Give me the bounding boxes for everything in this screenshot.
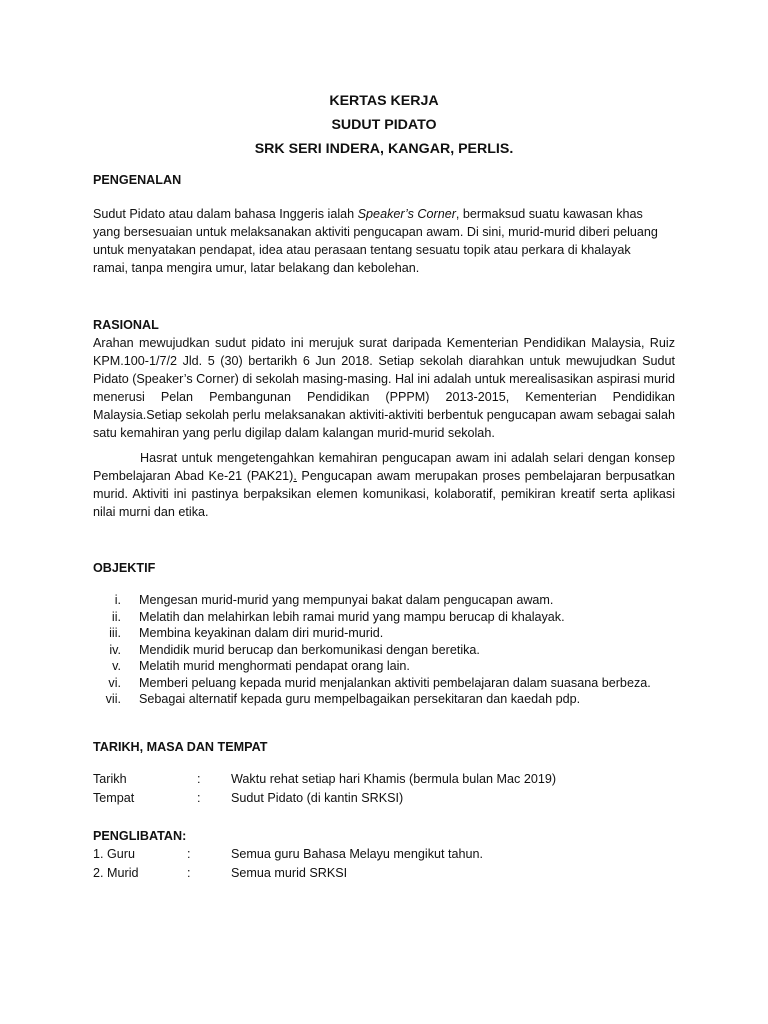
penglibatan-row-key: 2. Murid xyxy=(93,866,139,880)
objektif-item-text: Mengesan murid-murid yang mempunyai bakat dalam pengucapan awam. xyxy=(139,593,554,607)
penglibatan-row-colon: : xyxy=(187,866,191,880)
rasional-para2-b: Pengucapan awam merupakan proses pembelajaran berpusatkan murid. Aktiviti ini pastinya berpaksikan elemen komunikasi, kolaboratif, pemikiran kreatif serta aplikasi nilai murni dan etika. xyxy=(93,469,675,519)
tarikh-row-value: Waktu rehat setiap hari Khamis (bermula bulan Mac 2019) xyxy=(231,772,557,786)
pengenalan-text-b: , bermaksud suatu kawasan khas yang bersesuaian untuk melaksanakan aktiviti pengucapan awam. Di sini, murid-murid diberi peluang untuk menyatakan pendapat, idea atau perasaan tentang sesuatu topik atau perkara di khalayak ramai, tanpa mengira umur, latar belakang dan kebolehan. xyxy=(93,207,658,275)
pengenalan-paragraph xyxy=(93,205,675,277)
objektif-item-number: v. xyxy=(112,659,121,673)
objektif-item-text: Melatih dan melahirkan lebih ramai murid yang mampu berucap di khalayak. xyxy=(139,609,565,624)
objektif-item-text: Sebagai alternatif kepada guru mempelbagaikan persekitaran dan kaedah pdp. xyxy=(139,692,581,706)
tarikh-row-key: Tempat xyxy=(93,791,135,805)
objektif-item-number: ii. xyxy=(111,609,121,624)
tarikh-row-colon: : xyxy=(197,772,201,786)
objektif-item xyxy=(93,642,675,659)
document-title xyxy=(0,89,768,161)
tarikh-row xyxy=(93,789,675,808)
tarikh-row xyxy=(93,770,675,789)
title-line-2: SUDUT PIDATO xyxy=(331,117,437,133)
objektif-item xyxy=(93,658,675,675)
pengenalan-text-italic: Speaker’s Corner xyxy=(357,207,456,221)
section-pengenalan xyxy=(93,171,675,277)
objektif-item xyxy=(93,675,675,692)
objektif-item-number: vii. xyxy=(105,692,121,706)
penglibatan-row-value: Semua guru Bahasa Melayu mengikut tahun. xyxy=(231,847,484,861)
heading-penglibatan: PENGLIBATAN: xyxy=(93,829,187,843)
section-tarikh xyxy=(93,738,675,808)
heading-rasional: RASIONAL xyxy=(93,318,159,332)
penglibatan-row-colon: : xyxy=(187,847,191,861)
section-penglibatan xyxy=(93,827,675,883)
title-line-1: KERTAS KERJA xyxy=(329,93,439,109)
objektif-item-number: i. xyxy=(114,593,121,607)
objektif-item-number: iii. xyxy=(109,626,121,640)
penglibatan-row-value: Semua murid SRKSI xyxy=(231,866,348,880)
heading-tarikh: TARIKH, MASA DAN TEMPAT xyxy=(93,740,268,754)
objektif-list xyxy=(93,592,675,708)
penglibatan-table xyxy=(93,845,675,883)
tarikh-row-colon: : xyxy=(197,791,201,805)
pengenalan-text-a: Sudut Pidato atau dalam bahasa Inggeris ialah xyxy=(93,207,358,221)
objektif-item xyxy=(93,691,675,708)
rasional-para2-a: Hasrat untuk mengetengahkan kemahiran pengucapan awam ini adalah selari dengan konsep Pembelajaran Abad Ke-21 (PAK21) xyxy=(93,451,675,483)
tarikh-row-key: Tarikh xyxy=(93,772,127,786)
objektif-item-text: Mendidik murid berucap dan berkomunikasi dengan beretika. xyxy=(139,642,480,657)
rasional-paragraph-1: Arahan mewujudkan sudut pidato ini merujuk surat daripada Kementerian Pendidikan Malaysia, Ruiz KPM.100-1/7/2 Jld. 5 (30) bertarikh 6 Jun 2018. Setiap sekolah diarahkan untuk mewujudkan Sudut Pidato (Speaker’s Corner) di sekolah masing-masing. Hal ini adalah untuk merealisasikan aspirasi murid menerusi Pelan Pembangunan Pendidikan (PPPM) 2013-2015, Kementerian Pendidikan Malaysia.Setiap sekolah perlu melaksanakan aktiviti-aktiviti berbentuk pengucapan awam sebagai salah satu kemahiran yang perlu digilap dalam kalangan murid-murid sekolah. xyxy=(93,336,675,440)
objektif-item xyxy=(93,625,675,642)
penglibatan-row xyxy=(93,845,675,864)
objektif-item xyxy=(93,592,675,609)
title-line-3: SRK SERI INDERA, KANGAR, PERLIS. xyxy=(254,141,514,157)
rasional-paragraph-2 xyxy=(93,449,675,521)
objektif-item-number: vi. xyxy=(108,675,121,690)
section-rasional xyxy=(93,316,675,521)
penglibatan-row-key: 1. Guru xyxy=(93,847,135,861)
tarikh-table xyxy=(93,770,675,808)
objektif-item xyxy=(93,609,675,626)
heading-pengenalan: PENGENALAN xyxy=(93,173,182,187)
objektif-item-text: Melatih murid menghormati pendapat orang lain. xyxy=(139,659,410,673)
objektif-item-number: iv. xyxy=(109,642,121,657)
rasional-para2-dot: . xyxy=(293,469,297,483)
section-objektif xyxy=(93,559,675,708)
objektif-item-text: Membina keyakinan dalam diri murid-murid. xyxy=(139,626,384,640)
tarikh-row-value: Sudut Pidato (di kantin SRKSI) xyxy=(231,791,404,805)
objektif-item-text: Memberi peluang kepada murid menjalankan aktiviti pembelajaran dalam suasana berbeza. xyxy=(139,675,651,690)
penglibatan-row xyxy=(93,864,675,883)
heading-objektif: OBJEKTIF xyxy=(93,561,156,575)
